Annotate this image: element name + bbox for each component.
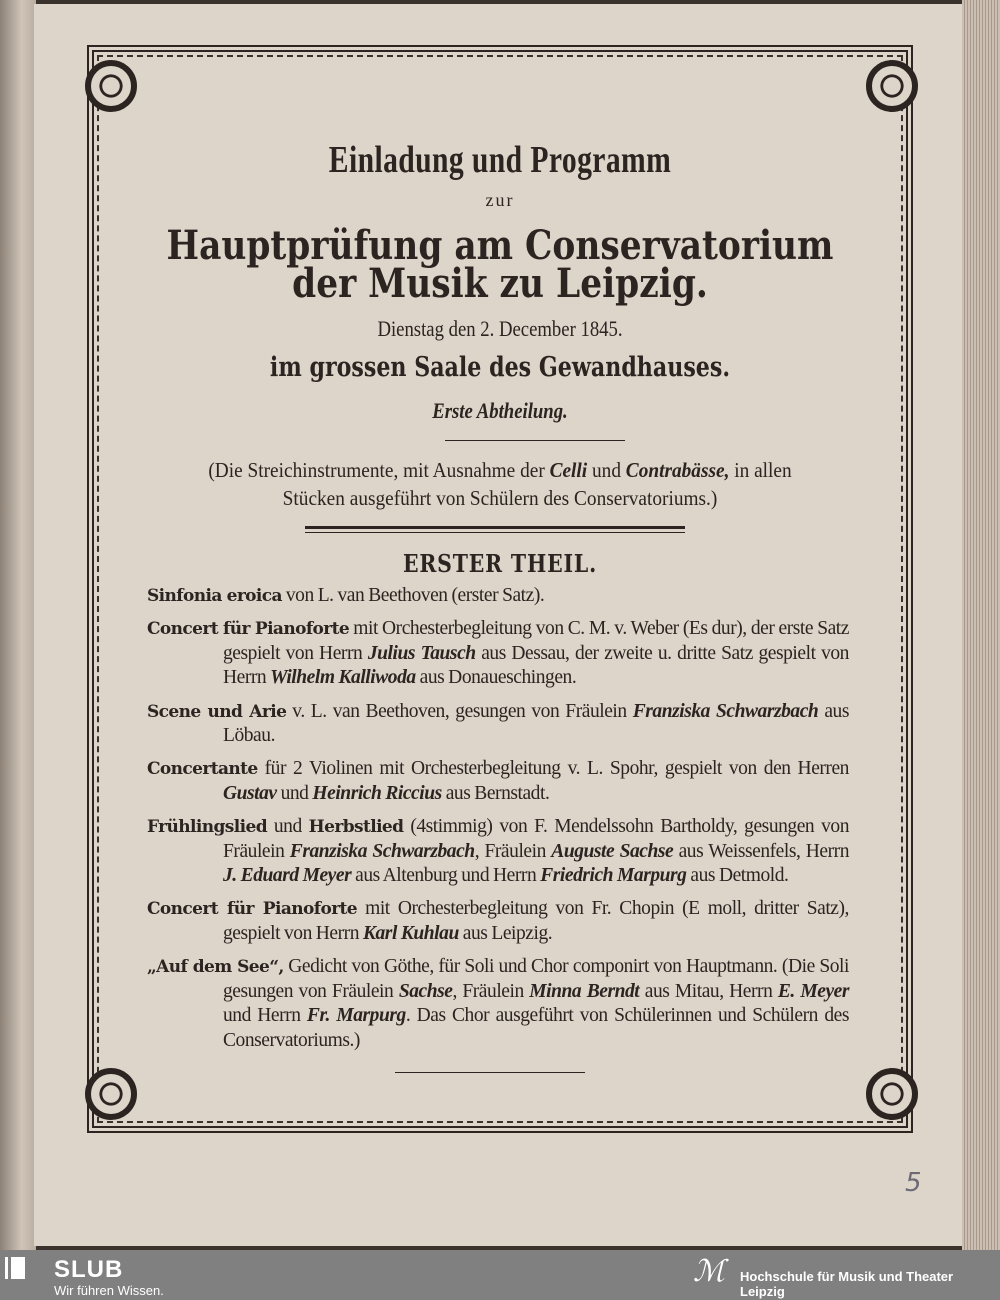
document-title: Einladung und Programm [328, 139, 672, 181]
text-run: aus Dessau, der zweite u. dritte Satz gespielt von Herrn [223, 642, 849, 689]
performer-name: Fr. Marpurg [306, 1005, 406, 1027]
corner-ornament-icon [85, 1068, 137, 1120]
performer-name: J. Eduard Meyer [223, 865, 352, 887]
end-divider [395, 1072, 585, 1073]
text-run: von L. van Beethoven (erster Satz). [281, 585, 545, 606]
work-title: Concert für Pianoforte [147, 619, 350, 640]
event-date: Dienstag den 2. December 1845. [377, 316, 623, 341]
heading-line-1: Hauptprüfung am Conservatorium [166, 222, 834, 269]
event-venue: im grossen Saale des Gewandhauses. [269, 352, 731, 383]
text-run: aus Löbau. [223, 700, 849, 747]
text-run: aus Donaueschingen. [415, 667, 577, 689]
program-item [147, 700, 849, 749]
performer-name: Wilhelm Kalliwoda [270, 667, 416, 689]
text-run: , Fräulein [474, 840, 552, 862]
section-title: Erste Abtheilung. [432, 398, 568, 423]
institution-name[interactable]: Hochschule für Musik und Theater Leipzig [740, 1269, 954, 1299]
text-run: und [587, 458, 626, 482]
divider [445, 440, 625, 441]
strings-note [178, 456, 822, 512]
program-item [147, 584, 849, 608]
double-divider [305, 526, 685, 533]
part-title: ERSTER THEIL. [402, 549, 598, 578]
program-item [147, 815, 849, 888]
library-name[interactable]: SLUB [54, 1256, 124, 1283]
performer-name: Franziska Schwarzbach [289, 840, 475, 862]
performer-name: Gustav [223, 782, 277, 804]
work-title: Sinfonia eroica [147, 586, 282, 606]
performer-name: Minna Berndt [529, 980, 640, 1002]
text-run: aus Detmold. [686, 865, 789, 887]
performer-name: Karl Kuhlau [362, 922, 459, 944]
performer-name: Auguste Sachse [551, 840, 674, 862]
work-title: Scene und Arie [147, 701, 287, 722]
page-stack-edges [962, 0, 1000, 1250]
text-run: aus Mitau, Herrn [639, 980, 778, 1002]
heading-line-2: der Musik zu Leipzig. [292, 260, 708, 307]
performer-name: Sachse [398, 980, 453, 1002]
text-run: mit Orchesterbegleitung von C. M. v. Weber (Es dur), der erste Satz gespielt von Herrn [223, 618, 849, 664]
work-title: „Auf dem See“, [147, 957, 284, 978]
hmt-logo-icon: ℳ [693, 1254, 726, 1289]
performer-name: Celli [549, 458, 588, 482]
text-run: . Das Chor ausgeführt von Schülerinnen und Schülern des Conservatoriums.) [223, 1005, 849, 1051]
library-slogan: Wir führen Wissen. [54, 1283, 164, 1298]
program-list [147, 584, 849, 1062]
performer-name: Heinrich Riccius [312, 782, 442, 804]
corner-ornament-icon [866, 60, 918, 112]
performer-name: Contrabässe, [625, 458, 730, 482]
text-run: v. L. van Beethoven, gesungen von Fräulein [286, 700, 633, 722]
text-run: , Fräulein [452, 980, 530, 1002]
program-item [147, 897, 849, 946]
work-title: Concert für Pianoforte [147, 899, 358, 920]
text-run: (4stimmig) von F. Mendelssohn Bartholdy, gesungen von Fräulein [223, 816, 849, 862]
work-title: Concertante [147, 759, 258, 780]
title-connector: zur [485, 190, 515, 210]
text-run: für 2 Violinen mit Orchesterbegleitung v. L. Spohr, gespielt von den Herren [257, 758, 849, 780]
text-run: Gedicht von Göthe, für Soli und Chor componirt von Hauptmann. (Die Soli gesungen von Fräulein [223, 956, 849, 1002]
program-item [147, 617, 849, 690]
page-number: 5 [905, 1168, 922, 1198]
text-run: aus Leipzig. [458, 922, 553, 944]
text-run: (Die Streichinstrumente, mit Ausnahme der [208, 458, 550, 482]
program-item [147, 955, 849, 1053]
performer-name: Julius Tausch [367, 642, 476, 664]
corner-ornament-icon [85, 60, 137, 112]
text-run: und [267, 816, 309, 838]
slub-logo-icon [8, 1257, 25, 1279]
program-item [147, 757, 849, 806]
text-run: in allen Stücken ausgeführt von Schülern des Conservatoriums.) [282, 458, 792, 510]
performer-name: Friedrich Marpurg [540, 865, 687, 887]
corner-ornament-icon [866, 1068, 918, 1120]
text-run: aus Weissenfels, Herrn [673, 840, 849, 862]
text-run: mit Orchesterbegleitung von Fr. Chopin (E moll, dritter Satz), gespielt von Herrn [223, 898, 849, 944]
performer-name: Franziska Schwarzbach [632, 700, 819, 722]
work-title: Herbstlied [308, 817, 404, 838]
work-title: Frühlingslied [147, 817, 267, 838]
text-run: aus Bernstadt. [441, 782, 550, 804]
text-run: und Herrn [223, 1005, 307, 1027]
left-page-edge [0, 0, 36, 1250]
performer-name: E. Meyer [777, 980, 849, 1002]
text-run: und [276, 782, 313, 804]
text-run: aus Altenburg und Herrn [351, 865, 541, 887]
footer-bar [0, 1250, 1000, 1300]
